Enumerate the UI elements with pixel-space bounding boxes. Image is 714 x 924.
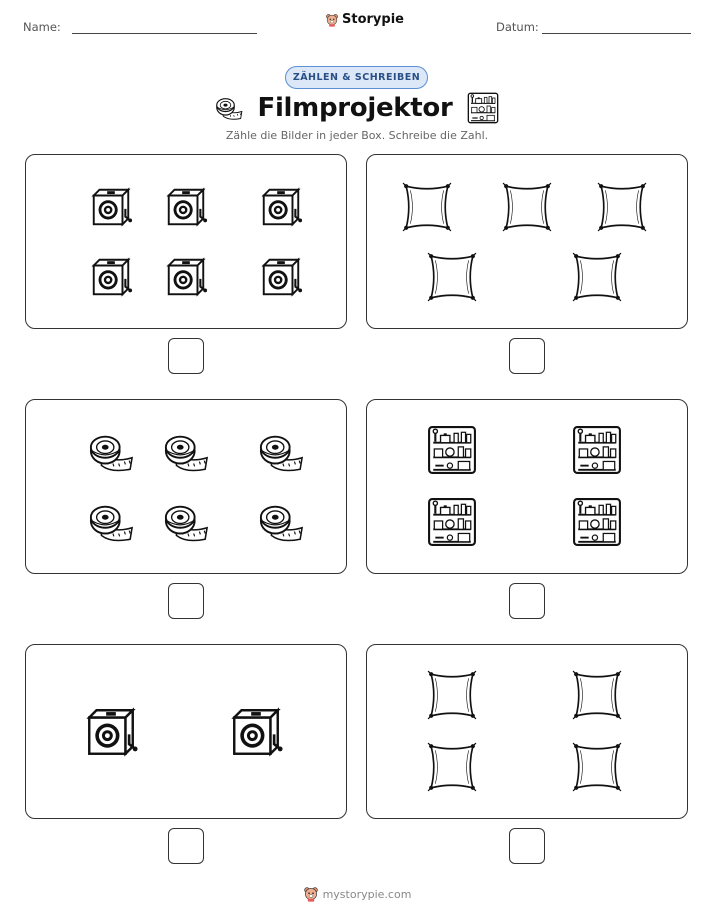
- film-projector-icon: [258, 254, 304, 300]
- film-projector-icon: [82, 703, 140, 761]
- answer-box-5[interactable]: [168, 828, 204, 864]
- canvas-pillow-icon: [427, 742, 477, 792]
- tool-shelf-icon: [427, 425, 477, 475]
- answer-box-2[interactable]: [509, 338, 545, 374]
- film-projector-icon: [163, 254, 209, 300]
- date-line[interactable]: [542, 33, 691, 34]
- canvas-pillow-icon: [502, 182, 552, 232]
- page-title: Filmprojektor: [257, 93, 453, 123]
- film-projector-icon: [88, 184, 134, 230]
- canvas-pillow-icon: [572, 742, 622, 792]
- bear-mascot-icon: [303, 886, 319, 902]
- answer-box-6[interactable]: [509, 828, 545, 864]
- canvas-pillow-icon: [597, 182, 647, 232]
- film-projector-icon: [258, 184, 304, 230]
- exercise-box-4: [366, 399, 688, 574]
- film-reel-icon: [163, 429, 209, 475]
- film-reel-icon: [258, 499, 304, 545]
- brand-name: Storypie: [342, 12, 404, 27]
- answer-box-1[interactable]: [168, 338, 204, 374]
- tool-shelf-icon: [467, 92, 499, 124]
- name-label: Name:: [23, 20, 61, 34]
- canvas-pillow-icon: [572, 252, 622, 302]
- brand-logo: [325, 12, 404, 27]
- exercise-box-5: [25, 644, 347, 819]
- film-projector-icon: [227, 703, 285, 761]
- title-row: [0, 92, 714, 124]
- footer-url[interactable]: mystorypie.com: [322, 887, 412, 901]
- canvas-pillow-icon: [402, 182, 452, 232]
- exercise-box-2: [366, 154, 688, 329]
- canvas-pillow-icon: [572, 670, 622, 720]
- date-label: Datum:: [496, 20, 539, 34]
- film-reel-icon: [215, 94, 243, 122]
- tool-shelf-icon: [572, 497, 622, 547]
- category-badge: ZÄHLEN & SCHREIBEN: [285, 66, 428, 89]
- exercise-box-3: [25, 399, 347, 574]
- canvas-pillow-icon: [427, 670, 477, 720]
- tool-shelf-icon: [572, 425, 622, 475]
- answer-box-3[interactable]: [168, 583, 204, 619]
- answer-box-4[interactable]: [509, 583, 545, 619]
- bear-mascot-icon: [325, 13, 339, 27]
- film-projector-icon: [88, 254, 134, 300]
- instructions: Zähle die Bilder in jeder Box. Schreibe die Zahl.: [225, 129, 489, 142]
- film-reel-icon: [88, 429, 134, 475]
- film-reel-icon: [258, 429, 304, 475]
- footer: [0, 886, 714, 902]
- film-reel-icon: [88, 499, 134, 545]
- film-projector-icon: [163, 184, 209, 230]
- film-reel-icon: [163, 499, 209, 545]
- name-line[interactable]: [72, 33, 257, 34]
- canvas-pillow-icon: [427, 252, 477, 302]
- exercise-box-6: [366, 644, 688, 819]
- tool-shelf-icon: [427, 497, 477, 547]
- exercise-box-1: [25, 154, 347, 329]
